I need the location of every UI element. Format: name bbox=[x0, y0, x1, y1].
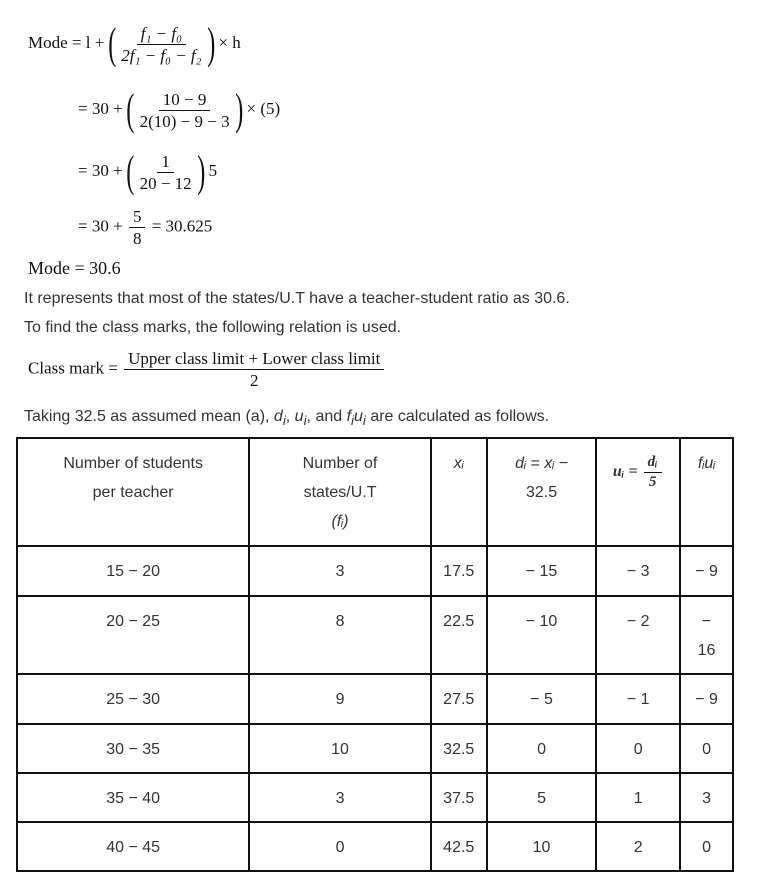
table-cell-di: 5 bbox=[487, 773, 597, 822]
table-cell-xi: 22.5 bbox=[431, 596, 487, 674]
table-cell-fi: 0 bbox=[249, 822, 431, 871]
formula-lhs: = 30 + bbox=[78, 98, 123, 118]
class-mark-intro: To find the class marks, the following relation is used. bbox=[24, 319, 402, 336]
table-cell-fi: 3 bbox=[249, 546, 431, 596]
table-cell-di: − 10 bbox=[487, 596, 597, 674]
header-students: Number of students per teacher bbox=[17, 438, 249, 546]
table-row bbox=[17, 674, 733, 724]
table-cell-fiui: 0 bbox=[680, 724, 733, 773]
table-cell-fi: 3 bbox=[249, 773, 431, 822]
formula-tail: 5 bbox=[208, 160, 218, 180]
table-cell-interval: 35 − 40 bbox=[17, 773, 249, 822]
table-cell-interval: 30 − 35 bbox=[17, 724, 249, 773]
table-cell-ui: − 2 bbox=[596, 596, 680, 674]
table-cell-di: 10 bbox=[487, 822, 597, 871]
table-cell-ui: − 1 bbox=[596, 674, 680, 724]
mode-formula-line-2 bbox=[78, 85, 281, 134]
left-paren: ( bbox=[126, 147, 135, 196]
formula-tail: × (5) bbox=[246, 98, 281, 118]
formula-lhs: = 30 + bbox=[78, 160, 123, 180]
left-paren: ( bbox=[126, 85, 135, 134]
formula-lhs: = 30 + bbox=[78, 216, 123, 236]
table-row bbox=[17, 724, 733, 773]
interpretation-text: It represents that most of the states/U.T have a teacher-student ratio as 30.6. bbox=[24, 290, 570, 307]
mode-formula-line-4 bbox=[78, 208, 212, 247]
table-cell-xi: 42.5 bbox=[431, 822, 487, 871]
table-cell-di: − 5 bbox=[487, 674, 597, 724]
table-cell-interval: 40 − 45 bbox=[17, 822, 249, 871]
table-cell-fi: 10 bbox=[249, 724, 431, 773]
formula-tail: = 30.625 bbox=[151, 216, 213, 236]
table-cell-fiui: − 9 bbox=[680, 674, 733, 724]
frequency-table bbox=[16, 437, 734, 872]
mode-formula-line-1 bbox=[28, 19, 241, 68]
table-cell-ui: 2 bbox=[596, 822, 680, 871]
table-cell-fiui: − 9 bbox=[680, 546, 733, 596]
formula-lhs: Mode = l + bbox=[28, 32, 105, 52]
class-mark-formula: Class mark = $\frac{\text{Upper class limit + Lower class limit}}{2}$ bbox=[28, 350, 386, 389]
assumed-mean-text: Taking 32.5 as assumed mean (a), $d_i$, $u_i$, and $f_iu_i$ are calculated as follows. bbox=[24, 408, 550, 429]
table-cell-xi: 17.5 bbox=[431, 546, 487, 596]
table-cell-interval: 20 − 25 bbox=[17, 596, 249, 674]
table-row bbox=[17, 546, 733, 596]
header-fiui: fᵢuᵢ bbox=[680, 438, 733, 546]
table-cell-di: − 15 bbox=[487, 546, 597, 596]
header-states: Number of states/U.T (fᵢ) bbox=[249, 438, 431, 546]
mode-result: Mode = 30.6 bbox=[28, 258, 121, 278]
table-cell-fiui: − 16 bbox=[680, 596, 733, 674]
formula-fraction: $\frac{10 - 9}{2(10) - 9 - 3}$ bbox=[139, 89, 230, 131]
table-cell-interval: 15 − 20 bbox=[17, 546, 249, 596]
right-paren: ) bbox=[206, 19, 215, 68]
table-cell-xi: 32.5 bbox=[431, 724, 487, 773]
class-mark-fraction: $\frac{\text{Upper class limit + Lower class limit}}{2}$ bbox=[124, 350, 384, 389]
table-row bbox=[17, 822, 733, 871]
table-header-row bbox=[17, 438, 733, 546]
table-cell-xi: 27.5 bbox=[431, 674, 487, 724]
formula-fraction: $\frac{1}{20 - 12}$ bbox=[139, 151, 192, 193]
table-cell-ui: − 3 bbox=[596, 546, 680, 596]
table-cell-interval: 25 − 30 bbox=[17, 674, 249, 724]
right-paren: ) bbox=[234, 85, 243, 134]
header-di: dᵢ = xᵢ − 32.5 bbox=[487, 438, 597, 546]
table-cell-ui: 1 bbox=[596, 773, 680, 822]
table-cell-di: 0 bbox=[487, 724, 597, 773]
header-ui: uᵢ = $\frac{\text{dᵢ}}{5}$ bbox=[596, 438, 680, 546]
formula-fraction: $\frac{\text{f₁ − f₀}}{\text{2f₁ − f₀ − f₂}}$ bbox=[121, 23, 202, 65]
table-cell-fiui: 3 bbox=[680, 773, 733, 822]
left-paren: ( bbox=[107, 19, 116, 68]
table-cell-fi: 8 bbox=[249, 596, 431, 674]
header-xi: xᵢ bbox=[431, 438, 487, 546]
table-cell-fiui: 0 bbox=[680, 822, 733, 871]
table-cell-xi: 37.5 bbox=[431, 773, 487, 822]
table-cell-ui: 0 bbox=[596, 724, 680, 773]
table-row bbox=[17, 773, 733, 822]
formula-fraction: $\frac{5}{8}$ bbox=[129, 208, 146, 247]
table-row bbox=[17, 596, 733, 674]
mode-formula-line-3 bbox=[78, 147, 218, 196]
table-cell-fi: 9 bbox=[249, 674, 431, 724]
right-paren: ) bbox=[196, 147, 206, 196]
formula-tail: × h bbox=[218, 32, 241, 52]
